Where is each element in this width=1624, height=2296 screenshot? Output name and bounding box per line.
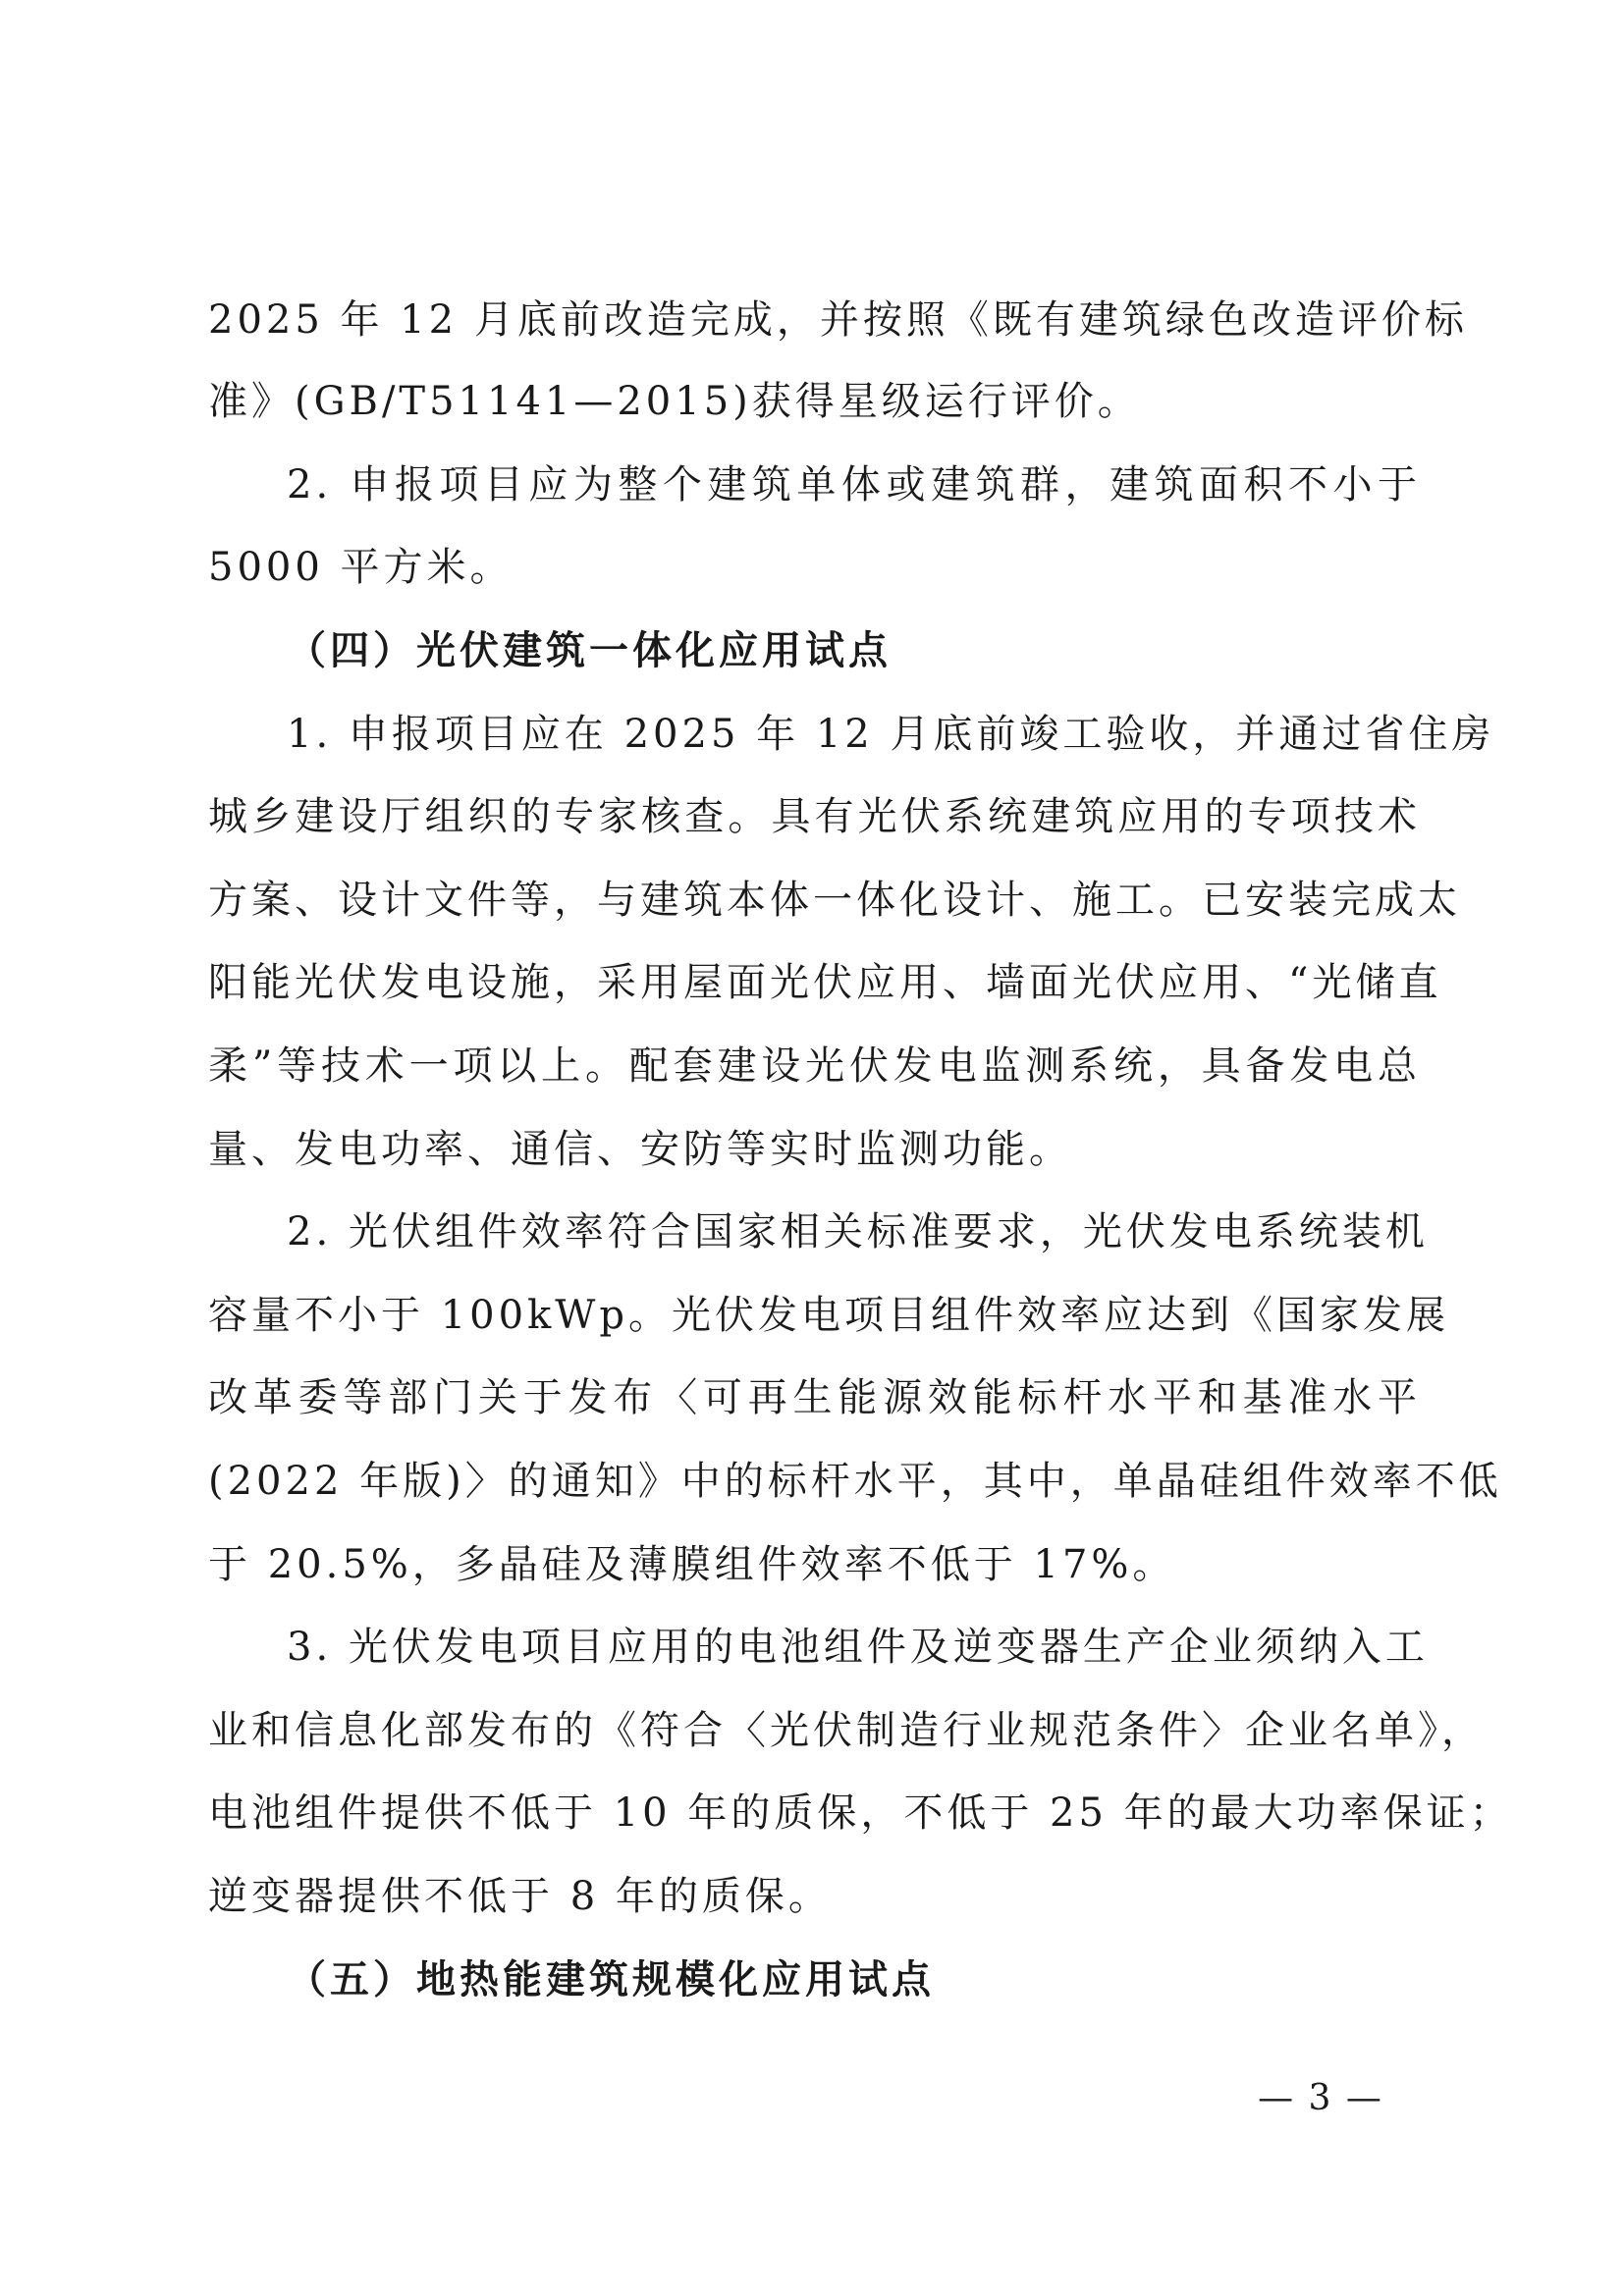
paragraph-line: 业和信息化部发布的《符合〈光伏制造行业规范条件〉企业名单》， <box>208 1708 1485 1753</box>
paragraph-line: 城乡建设厅组织的专家核查。具有光伏系统建筑应用的专项技术 <box>208 794 1421 839</box>
paragraph-line: (2022 年版)〉的通知》中的标杆水平，其中，单晶硅组件效率不低 <box>208 1459 1502 1504</box>
paragraph-line: 容量不小于 100kWp。光伏发电项目组件效率应达到《国家发展 <box>208 1293 1450 1338</box>
section-heading: （五）地热能建筑规模化应用试点 <box>287 1956 935 2002</box>
paragraph-line: 改革委等部门关于发布〈可再生能源效能标杆水平和基准水平 <box>208 1375 1421 1420</box>
paragraph-line: 2. 申报项目应为整个建筑单体或建筑群，建筑面积不小于 <box>287 462 1421 507</box>
paragraph-line: 于 20.5%，多晶硅及薄膜组件效率不低于 17%。 <box>208 1542 1176 1587</box>
paragraph-line: 阳能光伏发电设施，采用屋面光伏应用、墙面光伏应用、“光储直 <box>208 960 1442 1005</box>
page-number: — 3 — <box>1258 2078 1383 2118</box>
paragraph-line: 量、发电功率、通信、安防等实时监测功能。 <box>208 1127 1072 1172</box>
paragraph-line: 2025 年 12 月底前改造完成，并按照《既有建筑绿色改造评价标 <box>208 297 1468 343</box>
paragraph-line: 柔”等技术一项以上。配套建设光伏发电监测系统，具备发电总 <box>208 1043 1421 1089</box>
paragraph-line: 准》(GB/T51141—2015)获得星级运行评价。 <box>208 379 1141 424</box>
paragraph-line: 方案、设计文件等，与建筑本体一体化设计、施工。已安装完成太 <box>208 878 1461 923</box>
paragraph-line: 电池组件提供不低于 10 年的质保，不低于 25 年的最大功率保证； <box>208 1790 1513 1836</box>
paragraph-line: 逆变器提供不低于 8 年的质保。 <box>208 1874 832 1919</box>
paragraph-line: 2. 光伏组件效率符合国家相关标准要求，光伏发电系统装机 <box>287 1209 1429 1255</box>
paragraph-line: 3. 光伏发电项目应用的电池组件及逆变器生产企业须纳入工 <box>287 1625 1429 1670</box>
paragraph-line: 5000 平方米。 <box>208 545 514 590</box>
section-heading: （四）光伏建筑一体化应用试点 <box>287 627 892 673</box>
paragraph-line: 1. 申报项目应在 2025 年 12 月底前竣工验收，并通过省住房 <box>287 712 1495 757</box>
